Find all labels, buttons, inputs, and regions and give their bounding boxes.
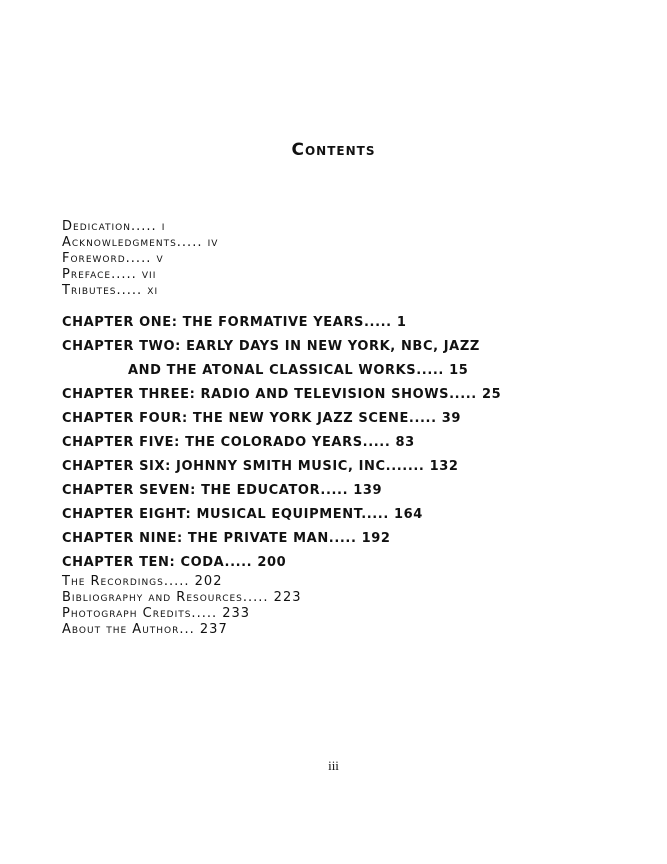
chapter-entry-nine: CHAPTER NINE: THE PRIVATE MAN..... 192 xyxy=(62,531,391,546)
front-matter-list xyxy=(62,219,218,299)
toc-entry-tributes: Tributes..... xi xyxy=(62,283,159,298)
chapter-entry-three: CHAPTER THREE: RADIO AND TELEVISION SHOWS..... 25 xyxy=(62,387,502,402)
chapter-entry-eight: CHAPTER EIGHT: MUSICAL EQUIPMENT..... 164 xyxy=(62,507,423,522)
toc-entry-acknowledgments: Acknowledgments..... iv xyxy=(62,235,219,250)
toc-entry-foreword: Foreword..... v xyxy=(62,251,164,266)
chapter-entry-six: CHAPTER SIX: JOHNNY SMITH MUSIC, INC....... 132 xyxy=(62,459,459,474)
chapter-entry-two xyxy=(62,335,501,383)
chapter-two-line2: AND THE ATONAL CLASSICAL WORKS..... 15 xyxy=(128,363,469,378)
chapter-entry-five: CHAPTER FIVE: THE COLORADO YEARS..... 83 xyxy=(62,435,415,450)
back-matter-list xyxy=(62,574,302,638)
chapter-entry-one: CHAPTER ONE: THE FORMATIVE YEARS..... 1 xyxy=(62,315,407,330)
toc-entry-preface: Preface..... vii xyxy=(62,267,157,282)
chapter-entry-seven: CHAPTER SEVEN: THE EDUCATOR..... 139 xyxy=(62,483,383,498)
chapter-two-line1: CHAPTER TWO: EARLY DAYS IN NEW YORK, NBC, JAZZ xyxy=(62,339,480,354)
toc-entry-bibliography: Bibliography and Resources..... 223 xyxy=(62,590,302,605)
page-title: Contents xyxy=(291,140,376,160)
toc-entry-photograph-credits: Photograph Credits..... 233 xyxy=(62,606,251,621)
toc-entry-about-author: About the Author... 237 xyxy=(62,622,228,637)
chapter-entry-four: CHAPTER FOUR: THE NEW YORK JAZZ SCENE..... 39 xyxy=(62,411,462,426)
toc-entry-recordings: The Recordings..... 202 xyxy=(62,574,223,589)
toc-entry-dedication: Dedication..... i xyxy=(62,219,166,234)
page-number: iii xyxy=(328,758,339,773)
chapter-list xyxy=(62,311,501,575)
chapter-entry-ten: CHAPTER TEN: CODA..... 200 xyxy=(62,555,287,570)
